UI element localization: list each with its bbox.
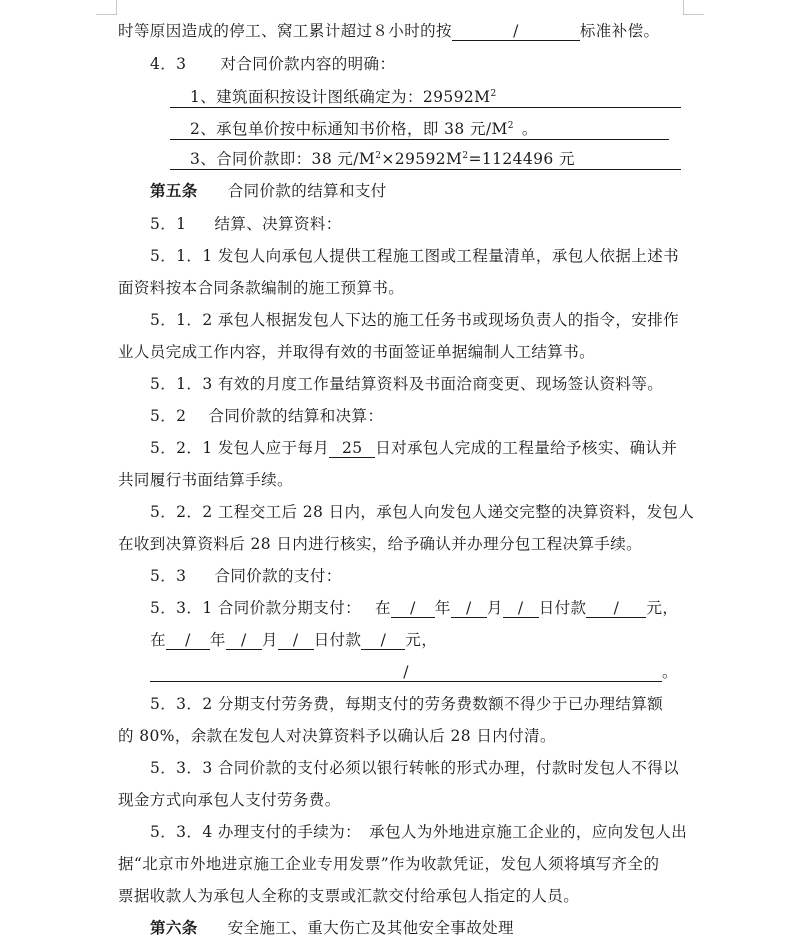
year-field: /: [391, 599, 435, 618]
paragraph-line: 5．2．2 工程交工后 28 日内，承包人向发包人递交完整的决算资料，发包人: [150, 503, 695, 521]
blank-field: /: [452, 22, 580, 41]
list-item: 2、承包单价按中标通知书价格，即 38 元$/M^2$ 。: [170, 119, 669, 140]
article-heading: 第六条 安全施工、重大伤亡及其他安全事故处理: [150, 918, 514, 937]
amount-field: /: [586, 599, 646, 618]
paragraph-line: 面资料按本合同条款编制的施工预算书。: [118, 279, 405, 297]
paragraph-line: 票据收款人为承包人全称的支票或汇款交付给承包人指定的人员。: [118, 887, 580, 905]
paragraph-line: 5．3．3 合同价款的支付必须以银行转帐的形式办理，付款时发包人不得以: [150, 759, 680, 777]
paragraph-line: 5．1．3 有效的月度工作量结算资料及书面洽商变更、现场签认资料等。: [150, 375, 664, 393]
paragraph-line: 5．1．2 承包人根据发包人下达的施工任务书或现场负责人的指令，安排作: [150, 311, 680, 329]
day-field: /: [503, 599, 539, 618]
paragraph-line: 5．1．1 发包人向承包人提供工程施工图或工程量清单，承包人依据上述书: [150, 247, 680, 265]
amount-field: /: [361, 631, 405, 650]
paragraph-line: 5．3．4 办理支付的手续为： 承包人为外地进京施工企业的，应向发包人出: [150, 823, 688, 841]
list-item: 1、建筑面积按设计图纸确定为：$29592M^2$: [170, 87, 681, 108]
article-heading: 第五条 合同价款的结算和支付: [150, 181, 387, 200]
paragraph-line: 共同履行书面结算手续。: [118, 471, 293, 489]
paragraph-line: 的 80%，余款在发包人对决算资料予以确认后 28 日内付清。: [118, 727, 556, 745]
payment-schedule-line: / 。: [150, 662, 678, 682]
section-heading: 5．2 合同价款的结算和决算：: [150, 407, 384, 425]
paragraph-line: 在收到决算资料后 28 日内进行核实，给予确认并办理分包工程决算手续。: [118, 535, 643, 553]
page-corner-mark-left: [96, 0, 117, 15]
year-field: /: [166, 631, 210, 650]
section-heading: 5．1 结算、决算资料：: [150, 215, 342, 233]
payment-schedule-line: 5．3．1 合同价款分期支付： 在 / 年 / 月 / 日付款 / 元，: [150, 599, 679, 617]
day-field: /: [278, 631, 314, 650]
paragraph-line: 5．2．1 发包人应于每月 25 日对承包人完成的工程量给予核实、确认并: [150, 439, 678, 457]
payment-schedule-line: 在 / 年 / 月 / 日付款 / 元，: [150, 631, 438, 649]
section-heading: 5．3 合同价款的支付：: [150, 567, 342, 585]
paragraph-line: 业人员完成工作内容，并取得有效的书面签证单据编制人工结算书。: [118, 343, 596, 361]
paragraph-line: 现金方式向承包人支付劳务费。: [118, 791, 341, 809]
section-heading: 4．3 对合同价款内容的明确：: [150, 55, 396, 73]
page-corner-mark-right: [683, 0, 704, 15]
paragraph-line: 5．3．2 分期支付劳务费，每期支付的劳务费数额不得少于已办理结算额: [150, 695, 664, 713]
day-field: 25: [329, 439, 375, 458]
month-field: /: [451, 599, 487, 618]
month-field: /: [226, 631, 262, 650]
list-item: 3、合同价款即：38 元$/M^2\times 29592M^2=1124496$ 元: [170, 149, 681, 170]
paragraph-line: 据“北京市外地进京施工企业专用发票”作为收款凭证，发包人须将填写齐全的: [118, 855, 660, 873]
blank-field: /: [150, 663, 662, 682]
paragraph-line: 时等原因造成的停工、窝工累计超过８小时的按 / 标准补偿。: [118, 22, 660, 40]
